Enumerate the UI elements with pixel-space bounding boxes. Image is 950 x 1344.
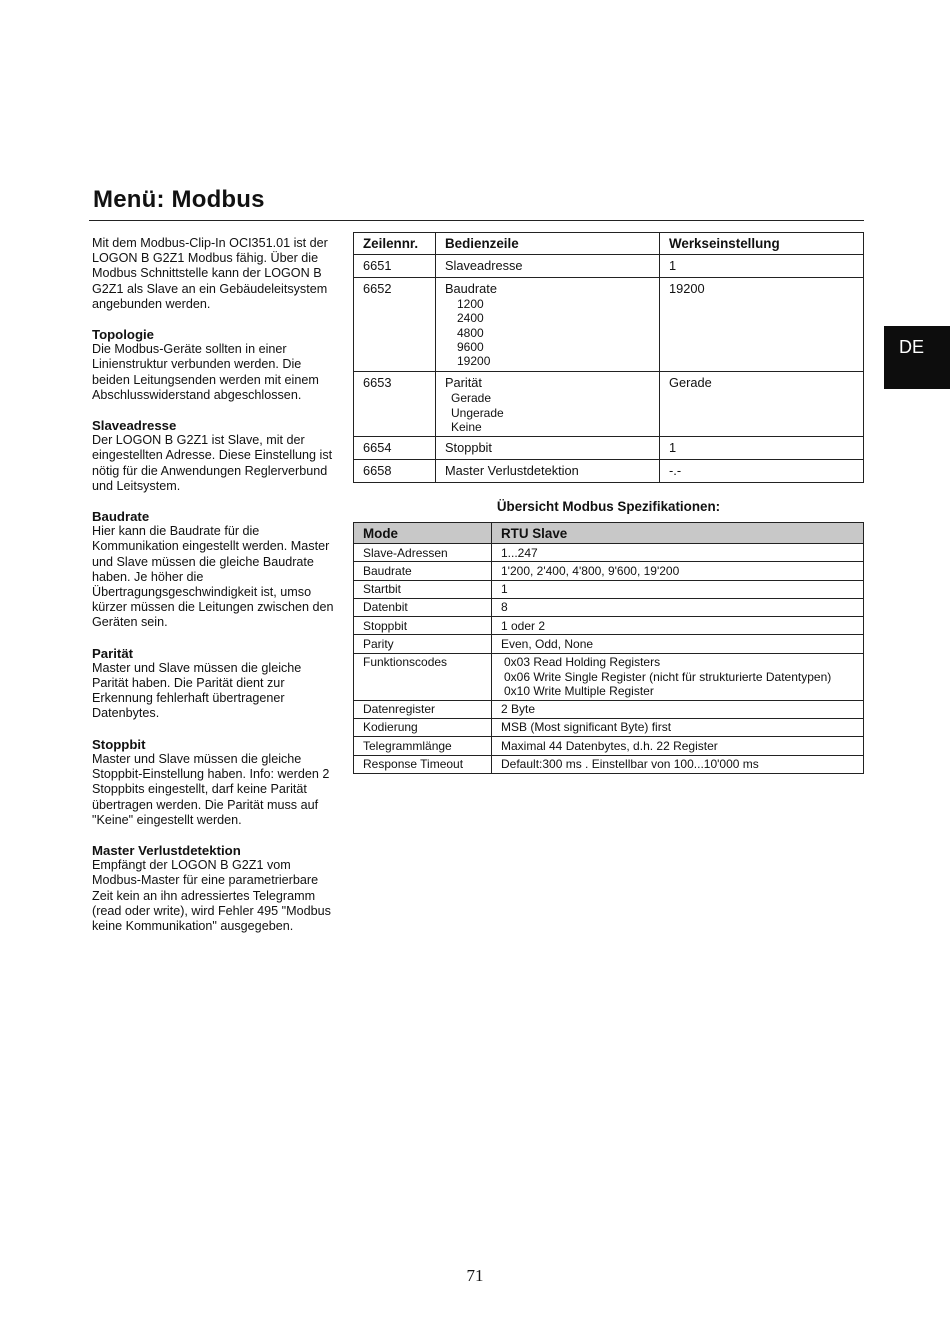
function-code: 0x10 Write Multiple Register <box>504 683 654 698</box>
spec-key: Telegrammlänge <box>354 737 492 755</box>
spec-key: Startbit <box>354 580 492 598</box>
section-text: Der LOGON B G2Z1 ist Slave, mit der eingestellten Adresse. Diese Einstellung ist nötig für die Anwendungen Reglerverbund und Leitsystem. <box>92 433 333 493</box>
page-title: Menü: Modbus <box>93 186 265 213</box>
table-row <box>354 700 864 718</box>
row-number: 6658 <box>354 460 436 483</box>
section-paritaet <box>92 646 337 722</box>
spec-key: Datenbit <box>354 598 492 616</box>
row-default: 1 <box>660 437 864 460</box>
table-row <box>354 598 864 616</box>
option-value: Gerade <box>451 391 492 406</box>
row-default: Gerade <box>660 372 864 437</box>
spec-value: MSB (Most significant Byte) first <box>492 718 864 736</box>
section-master-verlustdetektion <box>92 843 337 934</box>
intro-text: Mit dem Modbus-Clip-In OCI351.01 ist der LOGON B G2Z1 Modbus fähig. Über die Modbus Schnittstelle kann der LOGON B G2Z1 als Slave an ein Gebäudeleitsystem angebunden werden. <box>92 236 328 311</box>
table-row <box>354 372 864 437</box>
spec-key: Datenregister <box>354 700 492 718</box>
function-code: 0x06 Write Single Register (nicht für strukturierte Datentypen) <box>504 669 832 684</box>
table-row <box>354 580 864 598</box>
section-text: Master und Slave müssen die gleiche Parität haben. Die Parität dient zur Erkennung fehlerhaft übertragener Datenbytes. <box>92 660 302 721</box>
table-row <box>354 562 864 580</box>
section-heading: Master Verlustdetektion <box>92 842 241 858</box>
option-value: 4800 <box>457 325 484 340</box>
option-value: 1200 <box>457 297 484 311</box>
column-header: Zeilennr. <box>354 233 436 255</box>
spec-value: 8 <box>492 598 864 616</box>
section-text: Die Modbus-Geräte sollten in einer Linienstruktur verbunden werden. Die beiden Leitungsenden werden mit einem Abschlusswiderstand abgeschlossen. <box>92 342 319 402</box>
description-column <box>92 236 337 934</box>
section-baudrate <box>92 509 337 631</box>
option-value: Ungerade <box>451 405 504 420</box>
section-slaveadresse <box>92 418 337 494</box>
row-label: Slaveadresse <box>436 255 660 278</box>
language-tab: DE <box>884 326 950 389</box>
spec-key: Response Timeout <box>354 755 492 773</box>
row-default: -.- <box>660 460 864 483</box>
table-row <box>354 460 864 483</box>
spec-key: Stoppbit <box>354 617 492 635</box>
table-header-row <box>354 523 864 544</box>
title-divider <box>89 220 864 221</box>
spec-value: Default:300 ms . Einstellbar von 100...10'000 ms <box>492 755 864 773</box>
table-row <box>354 737 864 755</box>
row-label: Stoppbit <box>436 437 660 460</box>
section-stoppbit <box>92 737 337 828</box>
table-row <box>354 635 864 653</box>
table-row <box>354 278 864 372</box>
column-header: RTU Slave <box>492 523 864 544</box>
column-header: Werkseinstellung <box>660 233 864 255</box>
page-number: 71 <box>466 1266 484 1285</box>
option-value: 2400 <box>457 311 484 326</box>
row-label-cell <box>436 278 660 372</box>
table-row <box>354 653 864 700</box>
spec-value: 2 Byte <box>492 700 864 718</box>
section-text: Empfängt der LOGON B G2Z1 vom Modbus-Master für eine parametrierbare Zeit kein an ihn adressiertes Telegramm (read oder write), wird Fehler 495 "Modbus keine Kommunikation" ausgegeben. <box>92 858 331 933</box>
section-heading: Parität <box>92 645 134 661</box>
section-topologie <box>92 327 337 403</box>
spec-value: 1'200, 2'400, 4'800, 9'600, 19'200 <box>492 562 864 580</box>
spec-key: Parity <box>354 635 492 653</box>
row-number: 6652 <box>354 278 436 372</box>
table-row <box>354 544 864 562</box>
section-heading: Baudrate <box>92 509 150 525</box>
spec-key: Baudrate <box>354 562 492 580</box>
section-heading: Topologie <box>92 327 155 343</box>
spec-value-list <box>492 653 864 700</box>
column-header: Mode <box>354 523 492 544</box>
spec-title: Übersicht Modbus Spezifikationen: <box>496 499 721 514</box>
table-row <box>354 617 864 635</box>
row-default: 1 <box>660 255 864 278</box>
column-header: Bedienzeile <box>436 233 660 255</box>
section-text: Hier kann die Baudrate für die Kommunikation eingestellt werden. Master und Slave müssen die gleiche Baudrate haben. Je höher die Übertragungsgeschwindigkeit ist, umso kürzer müssen die Leitungen zwischen den Geräten sein. <box>92 524 334 630</box>
spec-value: 1 oder 2 <box>492 617 864 635</box>
row-label: Master Verlustdetektion <box>436 460 660 483</box>
spec-value: Maximal 44 Datenbytes, d.h. 22 Register <box>492 737 864 755</box>
row-default: 19200 <box>660 278 864 372</box>
option-value: 19200 <box>457 354 491 369</box>
table-row <box>354 255 864 278</box>
row-label: Baudrate <box>445 281 497 296</box>
spec-table <box>353 522 864 774</box>
table-row <box>354 718 864 736</box>
row-label-cell <box>436 372 660 437</box>
row-label: Parität <box>445 375 482 391</box>
option-value: Keine <box>451 420 482 435</box>
option-value: 9600 <box>457 339 484 354</box>
section-heading: Stoppbit <box>92 736 146 752</box>
table-row <box>354 755 864 773</box>
spec-key: Kodierung <box>354 718 492 736</box>
function-code: 0x03 Read Holding Registers <box>504 655 661 670</box>
spec-value: 1 <box>492 580 864 598</box>
section-heading: Slaveadresse <box>92 418 177 434</box>
table-row <box>354 437 864 460</box>
spec-key: Slave-Adressen <box>354 544 492 562</box>
section-text: Master und Slave müssen die gleiche Stoppbit-Einstellung haben. Info: werden 2 Stoppbits eingestellt, darf keine Parität übertragen werden. Die Parität muss auf "Keine" eingestellt werden. <box>92 751 330 827</box>
spec-key: Funktionscodes <box>354 653 492 700</box>
row-number: 6653 <box>354 372 436 437</box>
settings-table <box>353 232 864 483</box>
spec-value: 1...247 <box>492 544 864 562</box>
spec-value: Even, Odd, None <box>492 635 864 653</box>
row-number: 6651 <box>354 255 436 278</box>
table-header-row <box>354 233 864 255</box>
row-number: 6654 <box>354 437 436 460</box>
